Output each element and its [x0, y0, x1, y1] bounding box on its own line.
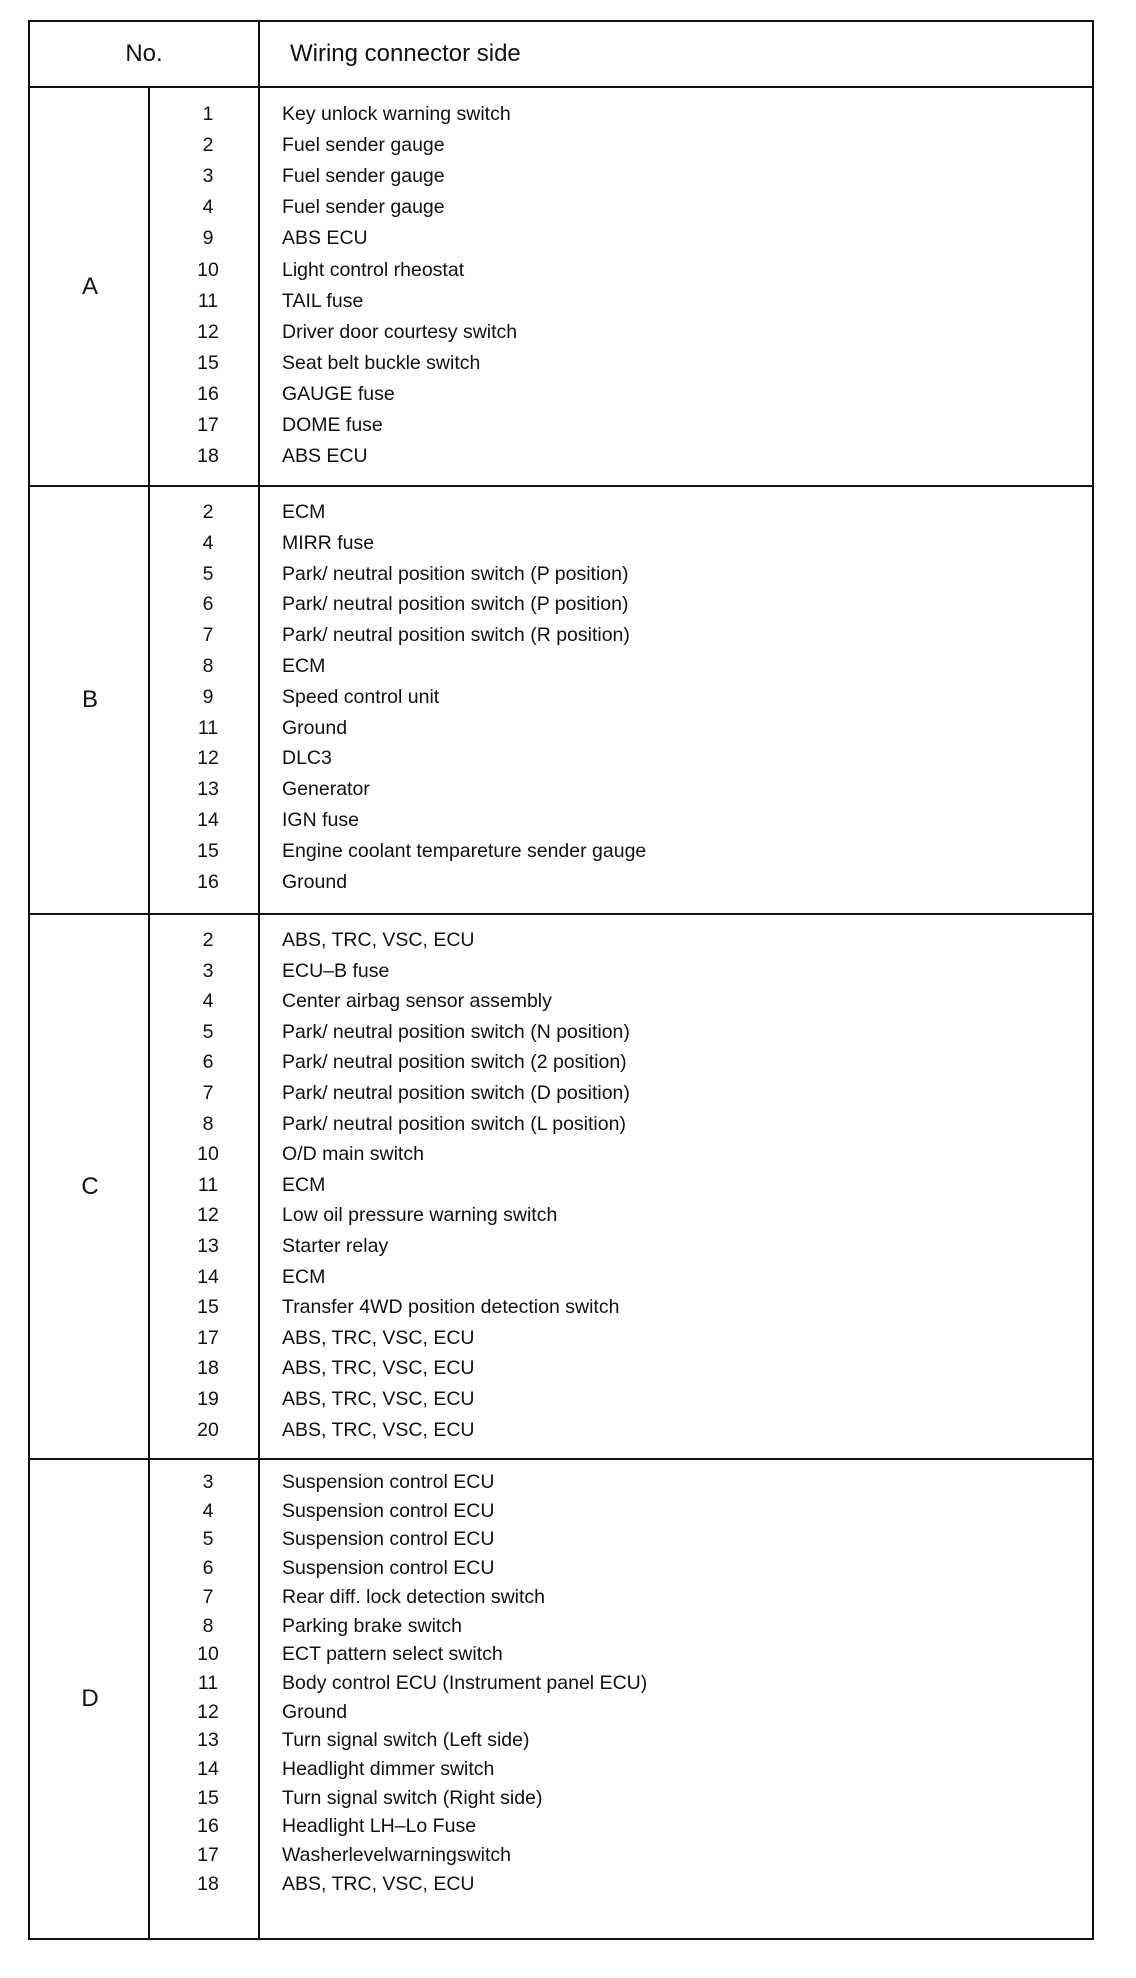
pin-number: 6 [202, 1557, 214, 1580]
pin-number: 10 [197, 1643, 219, 1666]
table-row [30, 1784, 1092, 1812]
wiring-connector-description: Ground [282, 1700, 348, 1723]
wiring-connector-description: Low oil pressure warning switch [282, 1204, 558, 1227]
pin-number: 14 [197, 1758, 219, 1780]
wiring-connector-description: Park/ neutral position switch (2 position) [282, 1051, 627, 1074]
wiring-connector-description: ABS, TRC, VSC, ECU [282, 1872, 475, 1895]
table-row [30, 744, 1092, 772]
pin-number: 15 [197, 351, 219, 374]
wiring-connector-description: Park/ neutral position switch (N position) [282, 1020, 630, 1043]
table-row [30, 1232, 1092, 1260]
pin-number: 4 [202, 990, 214, 1013]
table-row [30, 683, 1092, 711]
pin-number: 12 [197, 320, 219, 343]
table-row [30, 100, 1092, 128]
group-a [30, 88, 1092, 485]
table-row [30, 1497, 1092, 1525]
wiring-connector-description: Turn signal switch (Right side) [282, 1786, 543, 1809]
pin-number: 5 [202, 1528, 214, 1551]
pin-number: 12 [197, 747, 219, 770]
table-row [30, 287, 1092, 315]
wiring-connector-description: Starter relay [282, 1235, 389, 1257]
pin-number: 13 [197, 778, 219, 801]
table-row [30, 193, 1092, 221]
pin-number: 10 [197, 1143, 219, 1166]
table-row [30, 1640, 1092, 1668]
table-row [30, 131, 1092, 159]
group-label: D [81, 1685, 99, 1712]
group-label: C [81, 1172, 99, 1200]
pin-number: 13 [197, 1235, 219, 1257]
table-row [30, 837, 1092, 865]
table-row [30, 1201, 1092, 1229]
pin-number: 20 [197, 1418, 219, 1441]
wiring-connector-description: Ground [282, 716, 348, 739]
wiring-connector-description: ABS ECU [282, 445, 368, 468]
wiring-connector-description: ECM [282, 655, 326, 677]
table-row [30, 1324, 1092, 1352]
pin-number: 16 [197, 382, 219, 405]
pin-number: 4 [202, 1499, 214, 1522]
wiring-connector-description: Fuel sender gauge [282, 165, 445, 188]
wiring-connector-description: Park/ neutral position switch (L position) [282, 1112, 626, 1135]
wiring-connector-description: ABS, TRC, VSC, ECU [282, 1357, 475, 1380]
table-row [30, 162, 1092, 190]
wiring-connector-description: ECT pattern select switch [282, 1643, 503, 1666]
pin-number: 11 [197, 1671, 219, 1694]
pin-number: 2 [202, 134, 214, 157]
pin-number: 5 [202, 562, 214, 585]
column-header-wiring-connector-side: Wiring connector side [290, 40, 521, 67]
wiring-connector-description: O/D main switch [282, 1143, 424, 1166]
pin-number: 18 [197, 1872, 219, 1895]
pin-number: 8 [202, 655, 214, 677]
table-row [30, 621, 1092, 649]
table-row [30, 1171, 1092, 1199]
table-row [30, 987, 1092, 1015]
wiring-connector-description: Fuel sender gauge [282, 134, 445, 157]
table-row [30, 1468, 1092, 1496]
pin-number: 8 [202, 1112, 214, 1135]
table-row [30, 1612, 1092, 1640]
pin-number: 11 [197, 716, 219, 739]
wiring-connector-description: Key unlock warning switch [282, 103, 511, 125]
pin-number: 17 [197, 414, 219, 436]
table-row [30, 529, 1092, 557]
wiring-connector-description: MIRR fuse [282, 531, 375, 554]
table-row [30, 442, 1092, 470]
wiring-connector-description: Light control rheostat [282, 258, 465, 281]
table-row [30, 318, 1092, 346]
wiring-connector-description: GAUGE fuse [282, 382, 395, 405]
table-row [30, 1583, 1092, 1611]
wiring-connector-description: ECM [282, 501, 326, 523]
table-row [30, 498, 1092, 526]
table-row [30, 1554, 1092, 1582]
wiring-connector-description: TAIL fuse [282, 289, 364, 312]
wiring-connector-description: Park/ neutral position switch (R position) [282, 624, 630, 647]
table-row [30, 1726, 1092, 1754]
table-row [30, 1698, 1092, 1726]
group-label: B [81, 686, 98, 713]
table-row [30, 1263, 1092, 1291]
wiring-connector-description: ECM [282, 1265, 326, 1288]
pin-number: 9 [202, 227, 214, 250]
pin-number: 12 [197, 1700, 219, 1723]
pin-number: 12 [197, 1204, 219, 1227]
group-c [30, 915, 1092, 1458]
wiring-connector-description: Transfer 4WD position detection switch [282, 1296, 620, 1319]
pin-number: 2 [202, 929, 214, 951]
wiring-connector-description: ABS, TRC, VSC, ECU [282, 929, 475, 951]
wiring-connector-description: Seat belt buckle switch [282, 351, 481, 374]
pin-number: 7 [202, 1585, 214, 1608]
wiring-connector-description: Park/ neutral position switch (P position) [282, 593, 629, 616]
wiring-connector-description: Suspension control ECU [282, 1557, 495, 1580]
pin-number: 15 [197, 839, 219, 862]
wiring-connector-description: ECU–B fuse [282, 959, 390, 982]
pin-number: 1 [202, 103, 214, 125]
wiring-connector-description: DLC3 [282, 747, 332, 770]
table-row [30, 224, 1092, 252]
pin-number: 6 [202, 593, 214, 616]
wiring-connector-description: Body control ECU (Instrument panel ECU) [282, 1671, 648, 1694]
table-row [30, 1416, 1092, 1444]
pin-number: 16 [197, 870, 219, 893]
pin-number: 2 [202, 501, 214, 523]
wiring-connector-description: DOME fuse [282, 414, 383, 436]
pin-number: 3 [202, 165, 214, 188]
pin-number: 5 [202, 1020, 214, 1043]
wiring-connector-description: Parking brake switch [282, 1614, 462, 1637]
wiring-connector-description: Park/ neutral position switch (P position) [282, 562, 629, 585]
table-row [30, 590, 1092, 618]
table-row [30, 1812, 1092, 1840]
table-row [30, 775, 1092, 803]
table-row [30, 652, 1092, 680]
table-row [30, 1755, 1092, 1783]
pin-number: 9 [202, 685, 214, 708]
wiring-connector-description: Fuel sender gauge [282, 196, 445, 219]
table-row [30, 1110, 1092, 1138]
table-row [30, 957, 1092, 985]
table-row [30, 1018, 1092, 1046]
pin-number: 16 [197, 1815, 219, 1838]
wiring-connector-description: IGN fuse [282, 809, 359, 831]
table-row [30, 1079, 1092, 1107]
pin-number: 17 [197, 1844, 219, 1867]
pin-number: 14 [197, 809, 219, 831]
table-row [30, 1293, 1092, 1321]
table-row [30, 380, 1092, 408]
wiring-connector-description: ECM [282, 1173, 326, 1196]
pin-number: 13 [197, 1729, 219, 1752]
group-b [30, 487, 1092, 913]
pin-number: 18 [197, 1357, 219, 1380]
table-row [30, 1048, 1092, 1076]
wiring-connector-description: ABS, TRC, VSC, ECU [282, 1388, 475, 1410]
wiring-connector-description: Engine coolant tempareture sender gauge [282, 839, 647, 862]
table-row [30, 349, 1092, 377]
table-row [30, 1140, 1092, 1168]
pin-number: 14 [197, 1265, 219, 1288]
wiring-connector-description: Ground [282, 870, 348, 893]
pin-number: 11 [197, 289, 219, 312]
table-row [30, 1841, 1092, 1869]
pin-number: 3 [202, 1471, 214, 1493]
pin-number: 18 [197, 445, 219, 468]
group-d [30, 1460, 1092, 1938]
pin-number: 15 [197, 1296, 219, 1319]
table-row [30, 868, 1092, 896]
connector-table [28, 20, 1094, 1940]
pin-number: 7 [202, 624, 214, 647]
pin-number: 19 [197, 1388, 219, 1410]
table-row [30, 1669, 1092, 1697]
table-row [30, 714, 1092, 742]
wiring-connector-description: ABS, TRC, VSC, ECU [282, 1326, 475, 1349]
wiring-connector-description: Suspension control ECU [282, 1499, 495, 1522]
table-row [30, 560, 1092, 588]
wiring-connector-description: Speed control unit [282, 685, 440, 708]
table-row [30, 926, 1092, 954]
wiring-connector-description: Washerlevelwarningswitch [282, 1844, 512, 1867]
pin-number: 17 [197, 1326, 219, 1349]
wiring-connector-description: Center airbag sensor assembly [282, 990, 552, 1013]
wiring-connector-description: Rear diff. lock detection switch [282, 1585, 546, 1608]
table-row [30, 1870, 1092, 1898]
table-row [30, 1354, 1092, 1382]
pin-number: 4 [202, 196, 214, 219]
pin-number: 7 [202, 1082, 214, 1104]
wiring-connector-description: Park/ neutral position switch (D position) [282, 1082, 630, 1104]
pin-number: 3 [202, 959, 214, 982]
wiring-connector-description: ABS ECU [282, 227, 368, 250]
wiring-connector-description: Suspension control ECU [282, 1471, 495, 1493]
pin-number: 10 [197, 258, 219, 281]
group-label: A [81, 272, 98, 300]
table-row [30, 1385, 1092, 1413]
column-header-no: No. [125, 40, 163, 67]
pin-number: 6 [202, 1051, 214, 1074]
pin-number: 8 [202, 1614, 214, 1637]
wiring-connector-description: Headlight LH–Lo Fuse [282, 1815, 477, 1838]
pin-number: 4 [202, 531, 214, 554]
table-row [30, 256, 1092, 284]
wiring-connector-description: ABS, TRC, VSC, ECU [282, 1418, 475, 1441]
table-row [30, 1525, 1092, 1553]
wiring-connector-description: Driver door courtesy switch [282, 320, 518, 343]
wiring-connector-description: Suspension control ECU [282, 1528, 495, 1551]
wiring-connector-description: Headlight dimmer switch [282, 1758, 495, 1780]
wiring-connector-description: Turn signal switch (Left side) [282, 1729, 530, 1752]
pin-number: 15 [197, 1786, 219, 1809]
wiring-connector-description: Generator [282, 778, 370, 801]
table-row [30, 806, 1092, 834]
pin-number: 11 [197, 1173, 219, 1196]
table-row [30, 411, 1092, 439]
